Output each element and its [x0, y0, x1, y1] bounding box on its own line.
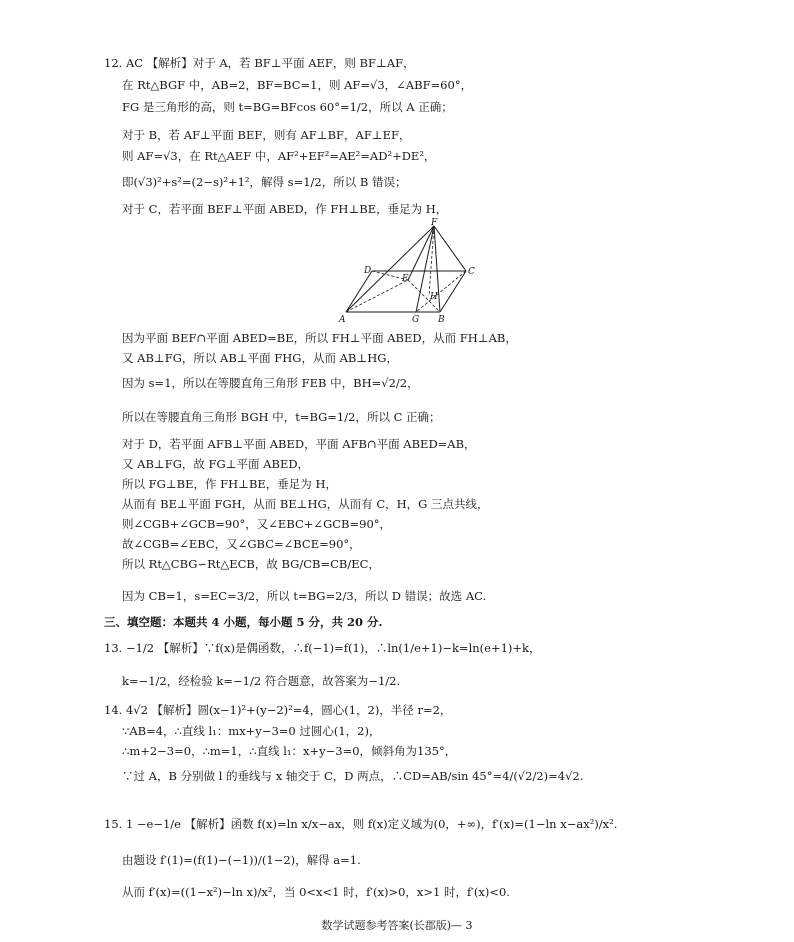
label-c: C: [468, 267, 475, 277]
line-12-d7: 因为 CB=1，s=EC=3/2，所以 t=BG=2/3，所以 D 错误；故选 AC.: [122, 589, 487, 603]
line-15-b: 由题设 f′(1)=(f(1)−(−1))/(1−2)，解得 a=1.: [122, 853, 361, 867]
line-14-b: ∵AB=4，∴直线 l₁：mx+y−3=0 过圆心(1，2)，: [122, 724, 381, 738]
edge-bc: [440, 271, 466, 312]
line-12-c2: 又 AB⊥FG，所以 AB⊥平面 FHG，从而 AB⊥HG，: [122, 351, 398, 365]
edge-fc: [434, 226, 466, 271]
line-12-b0: 对于 B，若 AF⊥平面 BEF，则有 AF⊥BF，AF⊥EF，: [122, 128, 411, 142]
line-12-a1: 在 Rt△BGF 中，AB=2，BF=BC=1，则 AF=√3，∠ABF=60°，: [122, 78, 473, 92]
line-13-b: k=−1/2，经检验 k=−1/2 符合题意，故答案为−1/2.: [122, 674, 401, 688]
line-15-c: 从而 f′(x)=((1−x²)−ln x)/x²，当 0<x<1 时，f′(x)>0，x>1 时，f′(x)<0.: [122, 885, 510, 899]
line-15-a: 15. 1 −e−1/e 【解析】函数 f(x)=ln x/x−ax，则 f(x)定义域为(0，+∞)，f′(x)=(1−ln x−ax²)/x².: [104, 817, 618, 831]
section-heading-fill-in: 三、填空题：本题共 4 小题，每小题 5 分，共 20 分.: [104, 615, 383, 629]
label-a: A: [339, 315, 346, 325]
line-14-d: ∵过 A，B 分别做 l 的垂线与 x 轴交于 C，D 两点，∴CD=AB/sin 45°=4/(√2/2)=4√2.: [122, 769, 584, 783]
line-12-d5: 故∠CGB=∠EBC，又∠GBC=∠BCE=90°，: [122, 537, 361, 551]
geometry-figure: [336, 218, 486, 328]
line-12-c4: 所以在等腰直角三角形 BGH 中，t=BG=1/2，所以 C 正确；: [122, 410, 441, 424]
line-12-c1: 因为平面 BEF∩平面 ABED=BE，所以 FH⊥平面 ABED，从而 FH⊥AB，: [122, 331, 517, 345]
line-12-c0: 对于 C，若平面 BEF⊥平面 ABED，作 FH⊥BE，垂足为 H，: [122, 202, 448, 216]
line-14-c: ∴m+2−3=0，∴m=1，∴直线 l₁：x+y−3=0，倾斜角为135°，: [122, 744, 457, 758]
line-12-d1: 又 AB⊥FG，故 FG⊥平面 ABED，: [122, 457, 310, 471]
line-12-d4: 则∠CGB+∠GCB=90°，又∠EBC+∠GCB=90°，: [122, 517, 392, 531]
line-13-a: 13. −1/2 【解析】∵f(x)是偶函数，∴f(−1)=f(1)，∴ln(1/e+1)−k=ln(e+1)+k，: [104, 641, 541, 655]
line-12-d0: 对于 D，若平面 AFB⊥平面 ABED，平面 AFB∩平面 ABED=AB，: [122, 437, 476, 451]
line-12-title: 12. AC 【解析】对于 A，若 BF⊥平面 AEF，则 BF⊥AF，: [104, 56, 415, 70]
line-12-a2: FG 是三角形的高，则 t=BG=BFcos 60°=1/2，所以 A 正确；: [122, 100, 453, 114]
line-12-d2: 所以 FG⊥BE，作 FH⊥BE，垂足为 H，: [122, 477, 337, 491]
line-14-a: 14. 4√2 【解析】圆(x−1)²+(y−2)²=4，圆心(1，2)，半径 r=2，: [104, 703, 452, 717]
edge-fa: [346, 226, 434, 312]
edge-ad: [346, 271, 372, 312]
line-12-d3: 从而有 BE⊥平面 FGH，从而 BE⊥HG，从而有 C，H，G 三点共线，: [122, 497, 489, 511]
label-h: H: [430, 292, 438, 302]
edge-fe: [408, 226, 434, 280]
line-12-b1: 则 AF=√3，在 Rt△AEF 中，AF²+EF²=AE²=AD²+DE²，: [122, 149, 436, 163]
label-g: G: [412, 315, 420, 325]
page-footer: 数学试题参考答案(长郡版)— 3: [321, 919, 473, 932]
label-e: E: [402, 274, 409, 284]
line-12-c3: 因为 s=1，所以在等腰直角三角形 FEB 中，BH=√2/2，: [122, 376, 419, 390]
edge-ae: [346, 280, 408, 312]
line-12-b2: 即(√3)²+s²=(2−s)²+1²，解得 s=1/2，所以 B 错误；: [122, 175, 407, 189]
label-b: B: [438, 315, 445, 325]
label-d: D: [364, 266, 372, 276]
line-12-d6: 所以 Rt△CBG∽Rt△ECB，故 BG/CB=CB/EC，: [122, 557, 380, 571]
label-f: F: [431, 218, 438, 228]
